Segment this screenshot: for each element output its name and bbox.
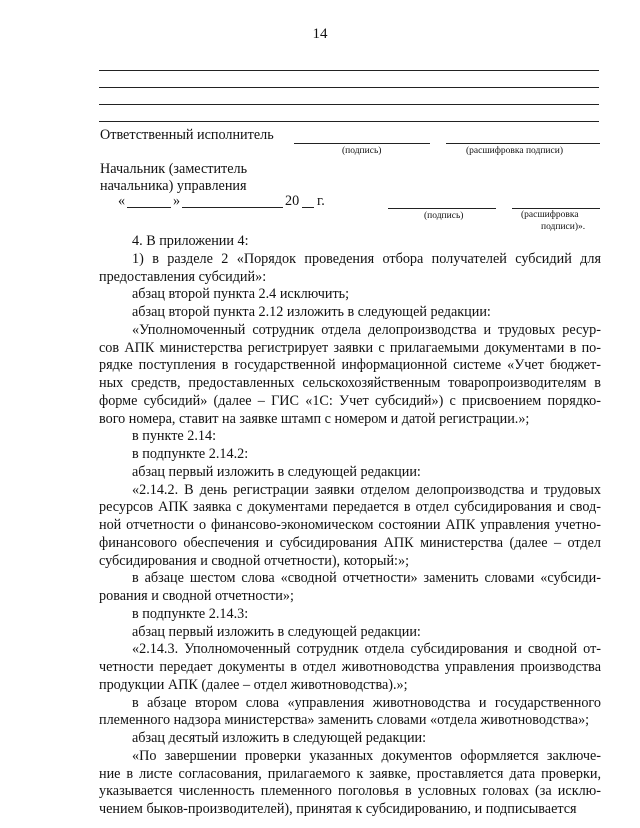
paragraph-line: ресурсов АПК заявка с документами передается в отдел субсидирования и свод- [99, 499, 601, 516]
date-year-prefix: 20 [285, 193, 300, 209]
paragraph [99, 570, 601, 606]
paragraph-line: абзац первый изложить в следующей редакции: [132, 623, 421, 640]
date-month-line [182, 207, 283, 208]
decode-caption-2-line1: (расшифровка [521, 210, 579, 220]
paragraph-line: в подпункте 2.14.2: [132, 446, 249, 462]
paragraph-line: чением быков-производителей), принятая к субсидированию, и подписывается [99, 801, 577, 817]
paragraph-line: абзац второй пункта 2.4 исключить; [132, 286, 350, 303]
paragraph [99, 304, 601, 322]
signature-decode-caption: (расшифровка подписи) [466, 146, 563, 156]
blank-line [99, 70, 599, 71]
blank-line [99, 87, 599, 88]
paragraph-line: форме субсидий» (далее – ГИС «1С: Учет субсидий») с присвоением порядко- [99, 392, 601, 409]
paragraph-line: рования и сводной отчетности»; [99, 588, 294, 604]
paragraph-line: в абзаце шестом слова «сводной отчетности» заменить словами «субсиди- [132, 570, 601, 587]
paragraph [99, 624, 601, 642]
paragraph [99, 695, 601, 731]
paragraph-line: «2.14.3. Уполномоченный сотрудник отдела субсидирования и сводной от- [132, 641, 601, 658]
signature-decode-line-2 [512, 208, 600, 209]
signature-line [294, 143, 430, 144]
paragraph-line: абзац десятый изложить в следующей редакции: [132, 730, 427, 746]
page-number: 14 [312, 26, 328, 42]
chief-label-line1: Начальник (заместитель [100, 161, 248, 177]
paragraph [99, 233, 601, 251]
blank-line [99, 104, 599, 105]
decode-caption-2-line2: подписи)». [541, 222, 586, 232]
signature-caption-2: (подпись) [424, 211, 464, 221]
paragraph-line: «По завершении проверки указанных документов оформляется заключе- [132, 747, 601, 764]
paragraph-line: четности передает документы в отдел животноводства управления производства [99, 659, 601, 675]
signature-caption: (подпись) [342, 146, 382, 156]
paragraph-line: племенного надзора министерства» заменить словами «отдела животноводства»; [99, 712, 590, 729]
paragraph [99, 464, 601, 482]
signature-line-2 [388, 208, 496, 209]
date-year-line [302, 207, 314, 208]
paragraph-line: сов АПК министерства регистрирует заявки с прилагаемыми документами в по- [99, 339, 601, 356]
paragraph-line: предоставления субсидий»: [99, 268, 267, 285]
paragraph-line: в абзаце втором слова «управления животноводства и государственного [132, 694, 601, 711]
blank-line [99, 121, 599, 122]
paragraph-line: 4. В приложении 4: [132, 233, 249, 249]
paragraph-line: субсидирования и сводной отчетности), который:»; [99, 552, 410, 569]
paragraph [99, 322, 601, 429]
paragraph-line: «Уполномоченный сотрудник отдела делопроизводства и трудовых ресур- [132, 321, 601, 338]
paragraph [99, 286, 601, 304]
paragraph-line: указывается численность племенного поголовья в условных головах (за исклю- [99, 783, 601, 800]
paragraph [99, 428, 601, 446]
paragraph [99, 748, 601, 819]
chief-label-line2: начальника) управления [100, 178, 247, 194]
paragraph-line: абзац первый изложить в следующей редакции: [132, 463, 421, 480]
paragraph-line: абзац второй пункта 2.12 изложить в следующей редакции: [132, 304, 491, 320]
paragraph-line: в пункте 2.14: [132, 428, 217, 445]
paragraph-line: «2.14.2. В день регистрации заявки отделом делопроизводства и трудовых [132, 481, 601, 498]
paragraph-line: ние в листе согласования, прилагаемого к заявке, проставляется дата проверки, [99, 765, 601, 782]
paragraph [99, 251, 601, 287]
date-day-line [127, 207, 171, 208]
date-open-quote: « [118, 193, 126, 209]
paragraph [99, 606, 601, 624]
paragraph [99, 730, 601, 748]
paragraph-line: вого номера, ставит на заявке штамп с номером и датой регистрации.»; [99, 410, 530, 427]
paragraph-line: в подпункте 2.14.3: [132, 605, 249, 622]
paragraph-line: финансового обеспечения и субсидирования АПК министерства (далее – отдел [99, 534, 601, 551]
responsible-executor-label: Ответственный исполнитель [100, 127, 274, 143]
paragraph-line: ной отчетности о финансово-экономическом состоянии АПК управления учетно- [99, 517, 601, 533]
paragraph [99, 641, 601, 694]
paragraph-line: продукции АПК (далее – отдел животноводства).»; [99, 676, 408, 693]
signature-decode-line [446, 143, 600, 144]
date-year-letter: г. [317, 193, 325, 209]
paragraph [99, 446, 601, 464]
paragraph-line: 1) в разделе 2 «Порядок проведения отбора получателей субсидий для [132, 250, 601, 267]
date-close-quote: » [173, 193, 181, 209]
document-body [99, 233, 601, 819]
paragraph-line: рядке поступления в государственной информационной системе «Учет бюджет- [99, 357, 601, 374]
paragraph [99, 482, 601, 571]
paragraph-line: ных средств, предоставленных сельскохозяйственным товаропроизводителям в [99, 375, 601, 391]
